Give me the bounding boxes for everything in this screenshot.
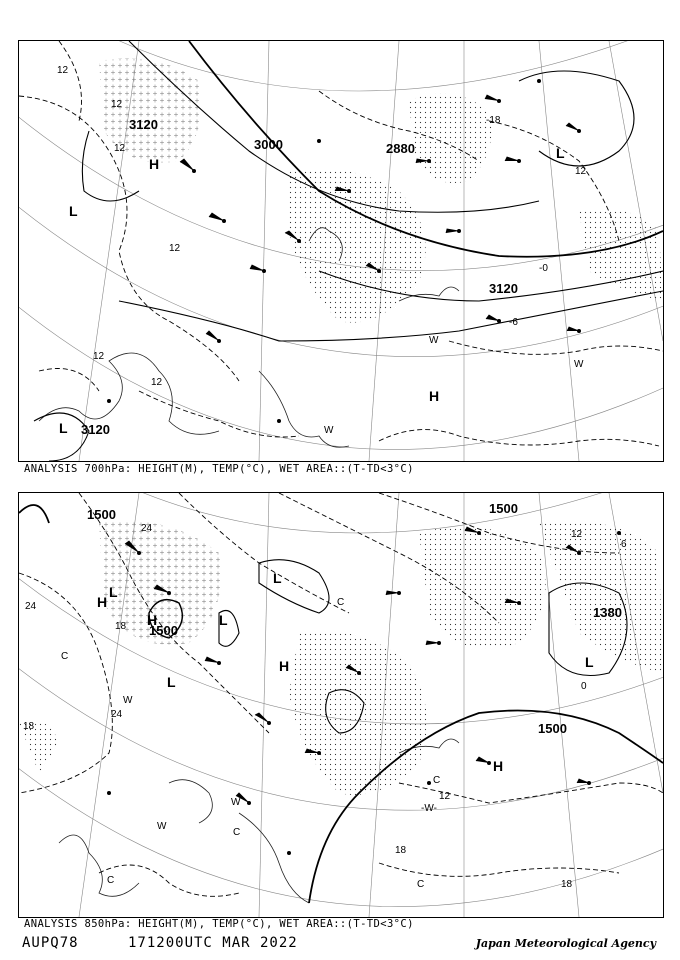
height-label: 3120 [81, 422, 110, 437]
temp-label: 12 [151, 377, 163, 388]
high-center: H [97, 594, 108, 610]
height-label: 1500 [538, 721, 567, 736]
temp-label: 24 [141, 523, 153, 534]
wet-areas [99, 59, 663, 323]
map-700hpa [19, 41, 663, 461]
high-center: H [429, 388, 440, 404]
temp-label: 12 [111, 99, 123, 110]
warm-mark: W [231, 797, 241, 808]
chart-850hpa [18, 492, 664, 918]
valid-time: 171200UTC MAR 2022 [128, 935, 298, 951]
high-center: H [149, 156, 160, 172]
temp-label: 0 [581, 681, 587, 692]
temp-label: 24 [111, 709, 123, 720]
chart-700hpa [18, 40, 664, 462]
warm-marks [324, 335, 584, 436]
product-code: AUPQ78 [22, 935, 79, 951]
height-label: 1500 [87, 507, 116, 522]
low-center: L [109, 584, 118, 600]
temp-label: 24 [25, 601, 37, 612]
height-label: 3000 [254, 137, 283, 152]
warm-mark: W [157, 821, 167, 832]
high-center: H [493, 758, 504, 774]
low-center: L [219, 612, 228, 628]
low-center: L [69, 203, 78, 219]
cold-mark: C [233, 827, 241, 838]
temp-label: -0 [539, 263, 548, 274]
cold-mark: C [61, 651, 69, 662]
caption-700hpa: ANALYSIS 700hPa: HEIGHT(M), TEMP(°C), WET AREA::(T-TD<3°C) [24, 463, 414, 475]
agency-credit: Japan Meteorological Agency [475, 937, 656, 950]
temp-label: -6 [509, 317, 518, 328]
warm-mark: W [574, 359, 584, 370]
cold-mark: C [337, 597, 345, 608]
height-label: 1500 [489, 501, 518, 516]
temp-label: -18 [486, 115, 501, 126]
temp-label: 18 [395, 845, 407, 856]
temp-label: 12 [169, 243, 181, 254]
temp-label: 12 [439, 791, 451, 802]
temp-label: 6 [621, 539, 627, 550]
map-850hpa [19, 493, 663, 917]
cold-mark: C [107, 875, 115, 886]
warm-mark: W [324, 425, 334, 436]
temp-label: 12 [114, 143, 126, 154]
low-center: L [59, 420, 68, 436]
caption-850hpa: ANALYSIS 850hPa: HEIGHT(M), TEMP(°C), WET AREA::(T-TD<3°C) [24, 918, 414, 930]
temp-label: 12 [575, 166, 587, 177]
temp-label: 12 [93, 351, 105, 362]
temp-label: 12 [57, 65, 69, 76]
low-center: L [585, 654, 594, 670]
height-label: 2880 [386, 141, 415, 156]
warm-mark: W [429, 335, 439, 346]
high-center: H [279, 658, 290, 674]
cold-mark: C [433, 775, 441, 786]
low-center: L [556, 145, 565, 161]
height-label: 1500 [149, 623, 178, 638]
low-center: L [273, 570, 282, 586]
temp-label: 18 [23, 721, 35, 732]
low-center: L [167, 674, 176, 690]
temp-label: 18 [561, 879, 573, 890]
warm-mark: W [123, 695, 133, 706]
height-label: 1380 [593, 605, 622, 620]
height-label: 3120 [129, 117, 158, 132]
height-label: 3120 [489, 281, 518, 296]
temp-label: 12 [571, 529, 583, 540]
warm-mark: -W- [421, 803, 437, 814]
high-center: H [147, 612, 158, 628]
cold-mark: C [417, 879, 425, 890]
temp-label: 18 [115, 621, 127, 632]
